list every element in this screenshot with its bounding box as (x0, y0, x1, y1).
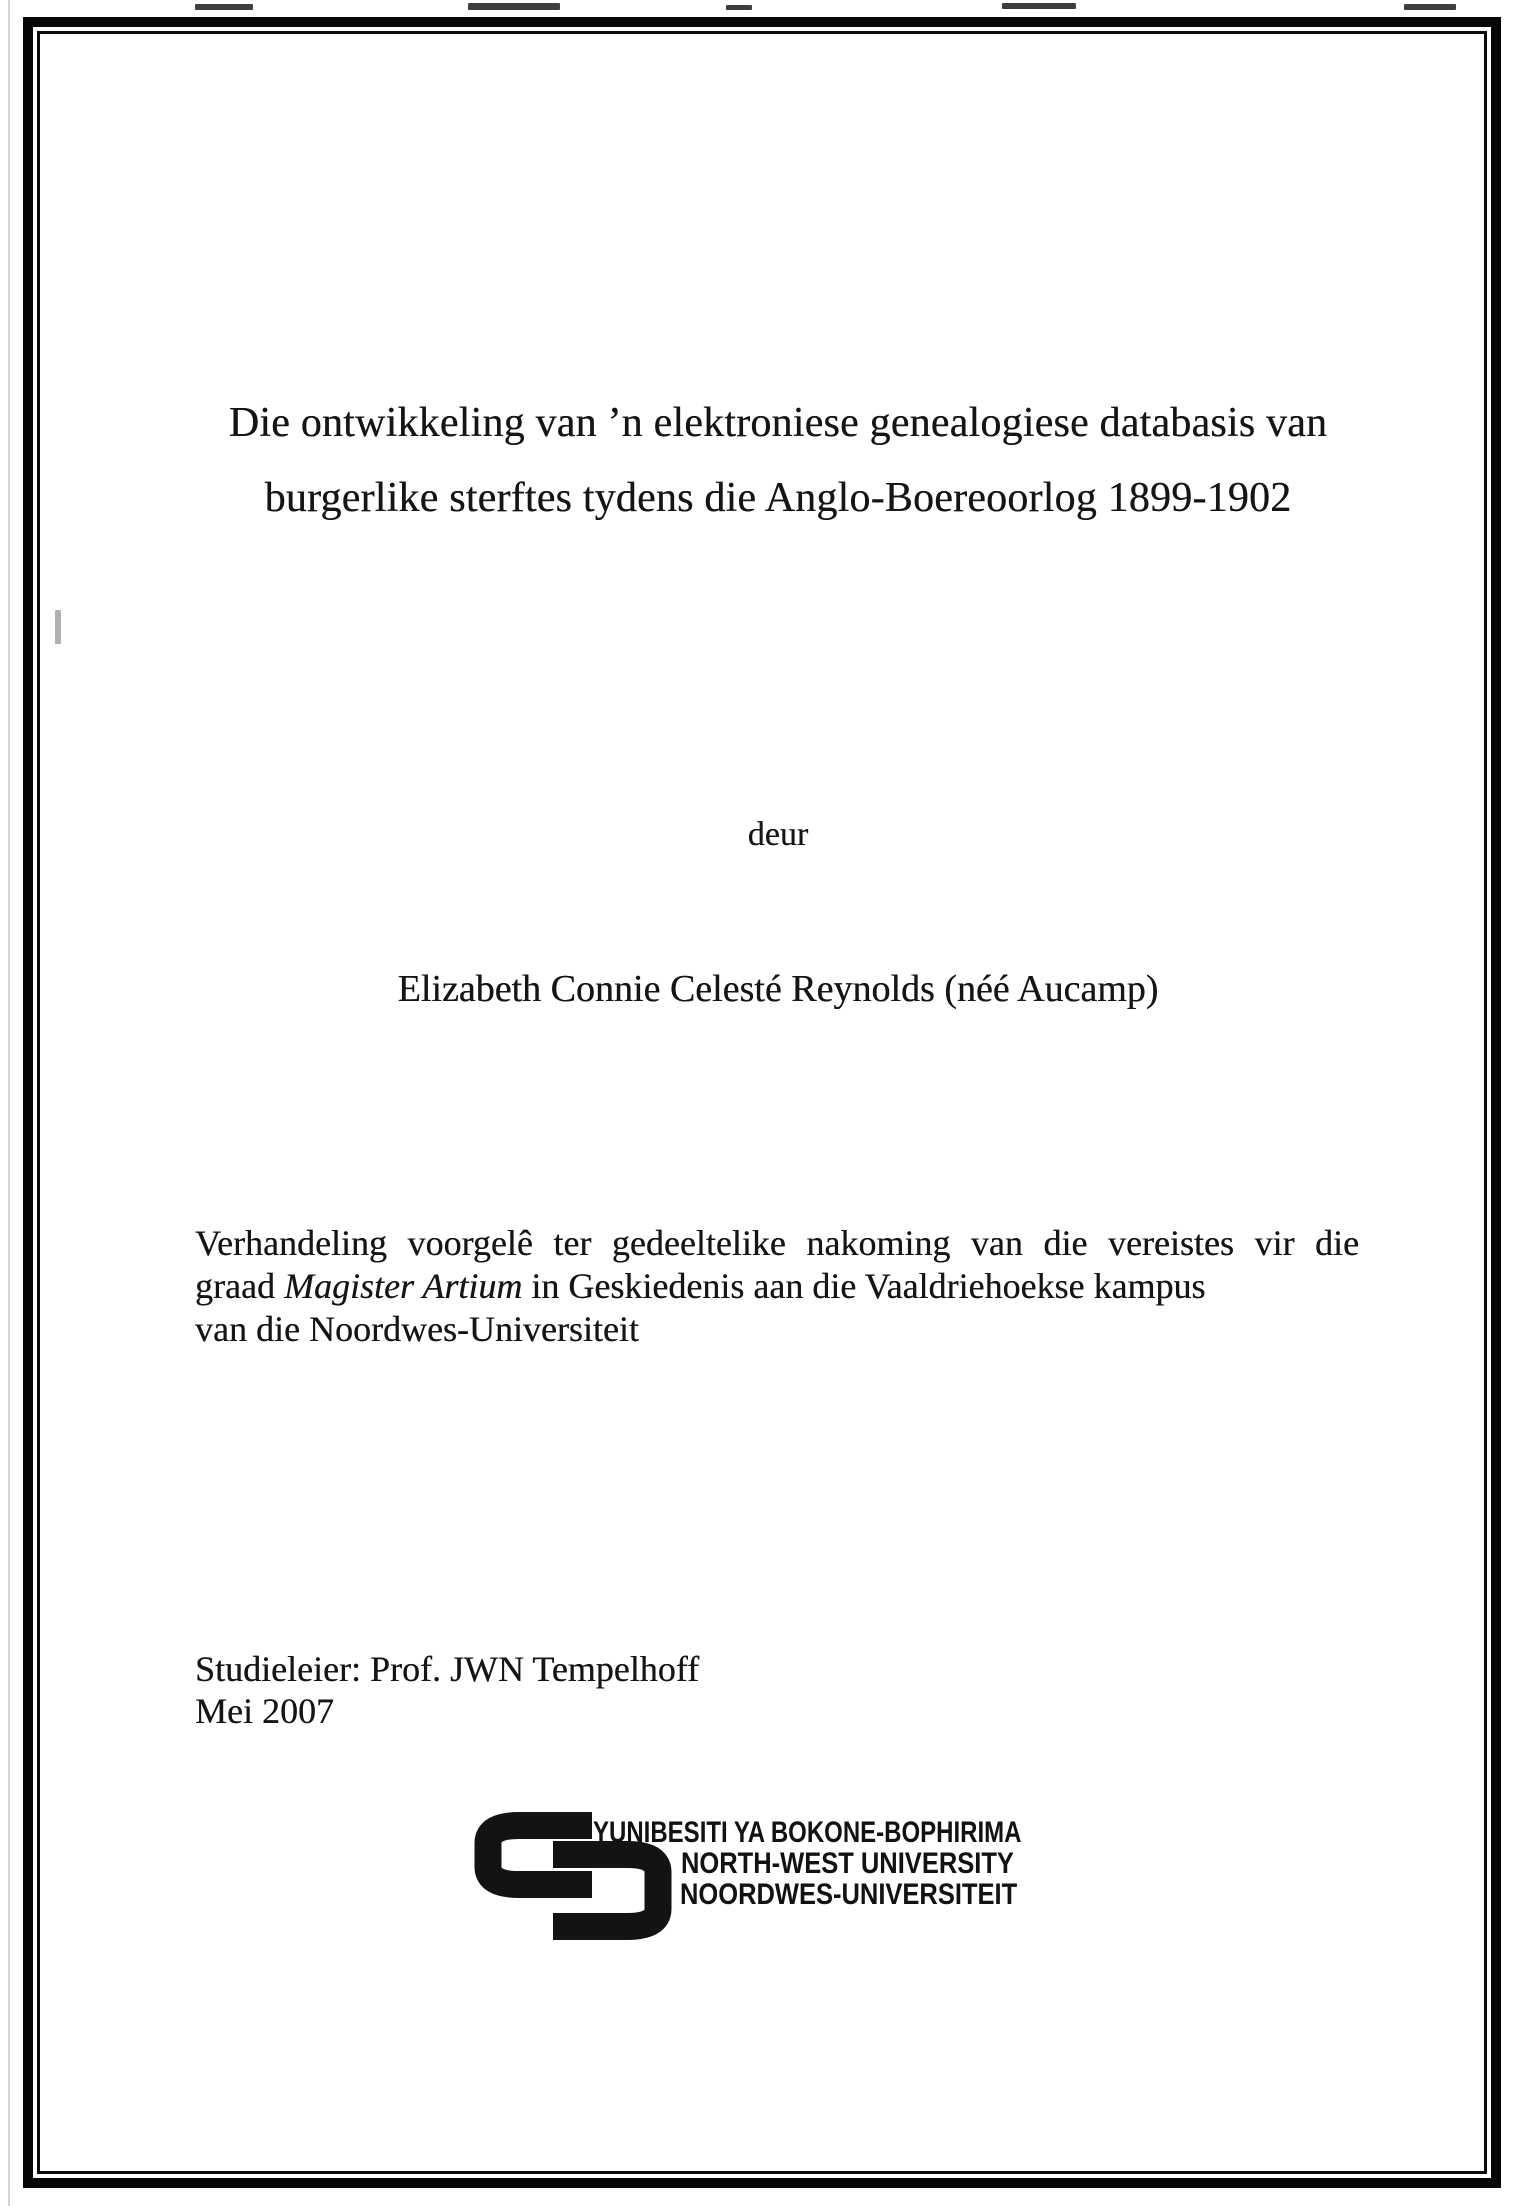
supervisor-line: Studieleier: Prof. JWN Tempelhoff (195, 1649, 700, 1689)
scan-smudge (468, 3, 560, 10)
scan-smudge (1002, 3, 1076, 9)
scan-smudge (1404, 4, 1456, 10)
supervisor-block (195, 1648, 699, 1732)
degree-line-2-pre: graad (195, 1266, 284, 1306)
scan-edge-shadow (8, 0, 10, 2206)
scan-smudge (726, 5, 752, 10)
degree-line-2-latin: Magister Artium (283, 1266, 523, 1306)
degree-line-2-post: in Geskiedenis aan die Vaaldriehoekse kampus (522, 1266, 1206, 1306)
scan-smudge (195, 4, 253, 10)
degree-statement (195, 1222, 1359, 1351)
logo-text-line-1: YUNIBESITI YA BOKONE-BOPHIRIMA (593, 1816, 1022, 1849)
degree-line-3: van die Noordwes-Universiteit (195, 1309, 639, 1349)
date-line: Mei 2007 (195, 1691, 334, 1731)
degree-line-2 (195, 1265, 1359, 1308)
byline-preposition: deur (747, 816, 809, 853)
title-line-1: Die ontwikkeling van ’n elektroniese genealogiese databasis van (228, 400, 1328, 446)
degree-line-1: Verhandeling voorgelê ter gedeeltelike nakoming van die vereistes vir die (195, 1223, 1359, 1263)
university-logo (474, 1812, 1094, 1947)
author-name: Elizabeth Connie Celesté Reynolds (néé Aucamp) (397, 968, 1159, 1010)
logo-text-line-2: NORTH-WEST UNIVERSITY (681, 1847, 1014, 1880)
logo-text-line-3: NOORDWES-UNIVERSITEIT (680, 1878, 1018, 1911)
title-line-2: burgerlike sterftes tydens die Anglo-Boereoorlog 1899-1902 (264, 475, 1292, 521)
